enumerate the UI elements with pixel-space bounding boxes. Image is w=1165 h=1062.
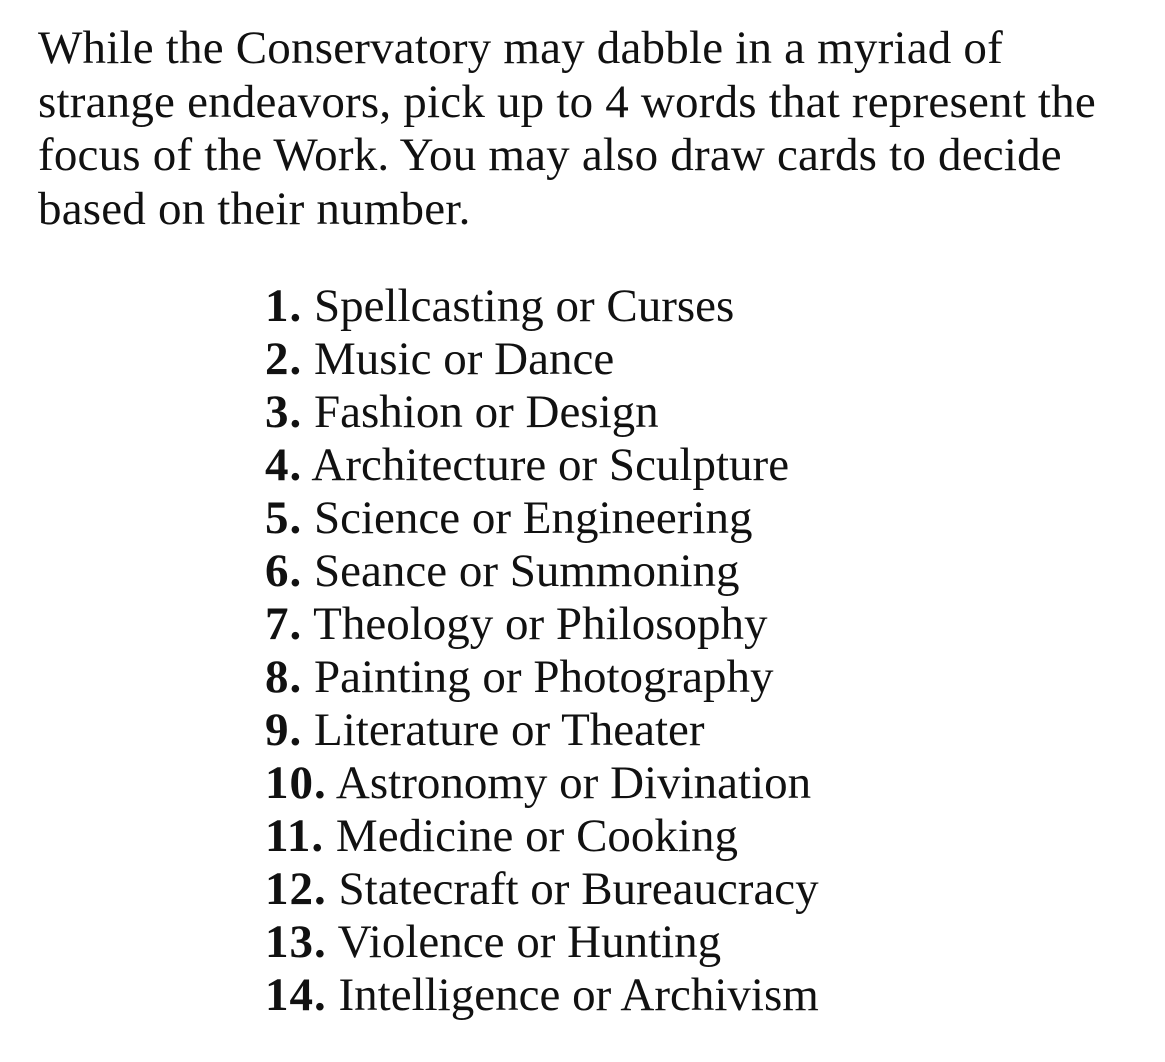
item-text: Statecraft or Bureaucracy (338, 863, 819, 915)
list-item (265, 757, 819, 810)
item-text: Violence or Hunting (337, 916, 722, 968)
list-item (265, 598, 819, 651)
item-text: Astronomy or Divination (335, 757, 812, 809)
item-number: 5. (265, 492, 303, 544)
item-number: 2. (265, 333, 303, 385)
item-text: Painting or Photography (314, 651, 774, 703)
intro-paragraph: While the Conservatory may dabble in a myriad of strange endeavors, pick up to 4 words that represent the focus of the Work. You may also draw cards to decide based on their number. (38, 22, 1096, 235)
list-item (265, 280, 819, 333)
item-number: 1. (265, 280, 303, 332)
item-text: Intelligence or Archivism (338, 969, 819, 1021)
item-number: 13. (265, 916, 327, 968)
item-number: 7. (265, 598, 303, 650)
item-text: Medicine or Cooking (335, 810, 738, 862)
item-number: 14. (265, 969, 327, 1021)
list-item (265, 969, 819, 1022)
list-item (265, 651, 819, 704)
item-number: 11. (265, 810, 325, 862)
list-item (265, 810, 819, 863)
item-number: 8. (265, 651, 303, 703)
item-text: Music or Dance (314, 333, 615, 385)
item-number: 10. (265, 757, 327, 809)
list-item (265, 916, 819, 969)
item-text: Fashion or Design (314, 386, 659, 438)
item-number: 3. (265, 386, 303, 438)
list-item (265, 439, 819, 492)
item-number: 4. (265, 439, 303, 491)
list-item (265, 704, 819, 757)
item-text: Literature or Theater (314, 704, 705, 756)
list-item (265, 545, 819, 598)
item-number: 9. (265, 704, 303, 756)
list-item (265, 333, 819, 386)
list-item (265, 863, 819, 916)
item-text: Science or Engineering (314, 492, 753, 544)
item-text: Seance or Summoning (314, 545, 740, 597)
item-text: Architecture or Sculpture (311, 439, 790, 491)
focus-list (265, 280, 819, 1022)
item-number: 12. (265, 863, 327, 915)
item-number: 6. (265, 545, 303, 597)
item-text: Theology or Philosophy (313, 598, 768, 650)
list-item (265, 492, 819, 545)
list-item (265, 386, 819, 439)
item-text: Spellcasting or Curses (314, 280, 735, 332)
